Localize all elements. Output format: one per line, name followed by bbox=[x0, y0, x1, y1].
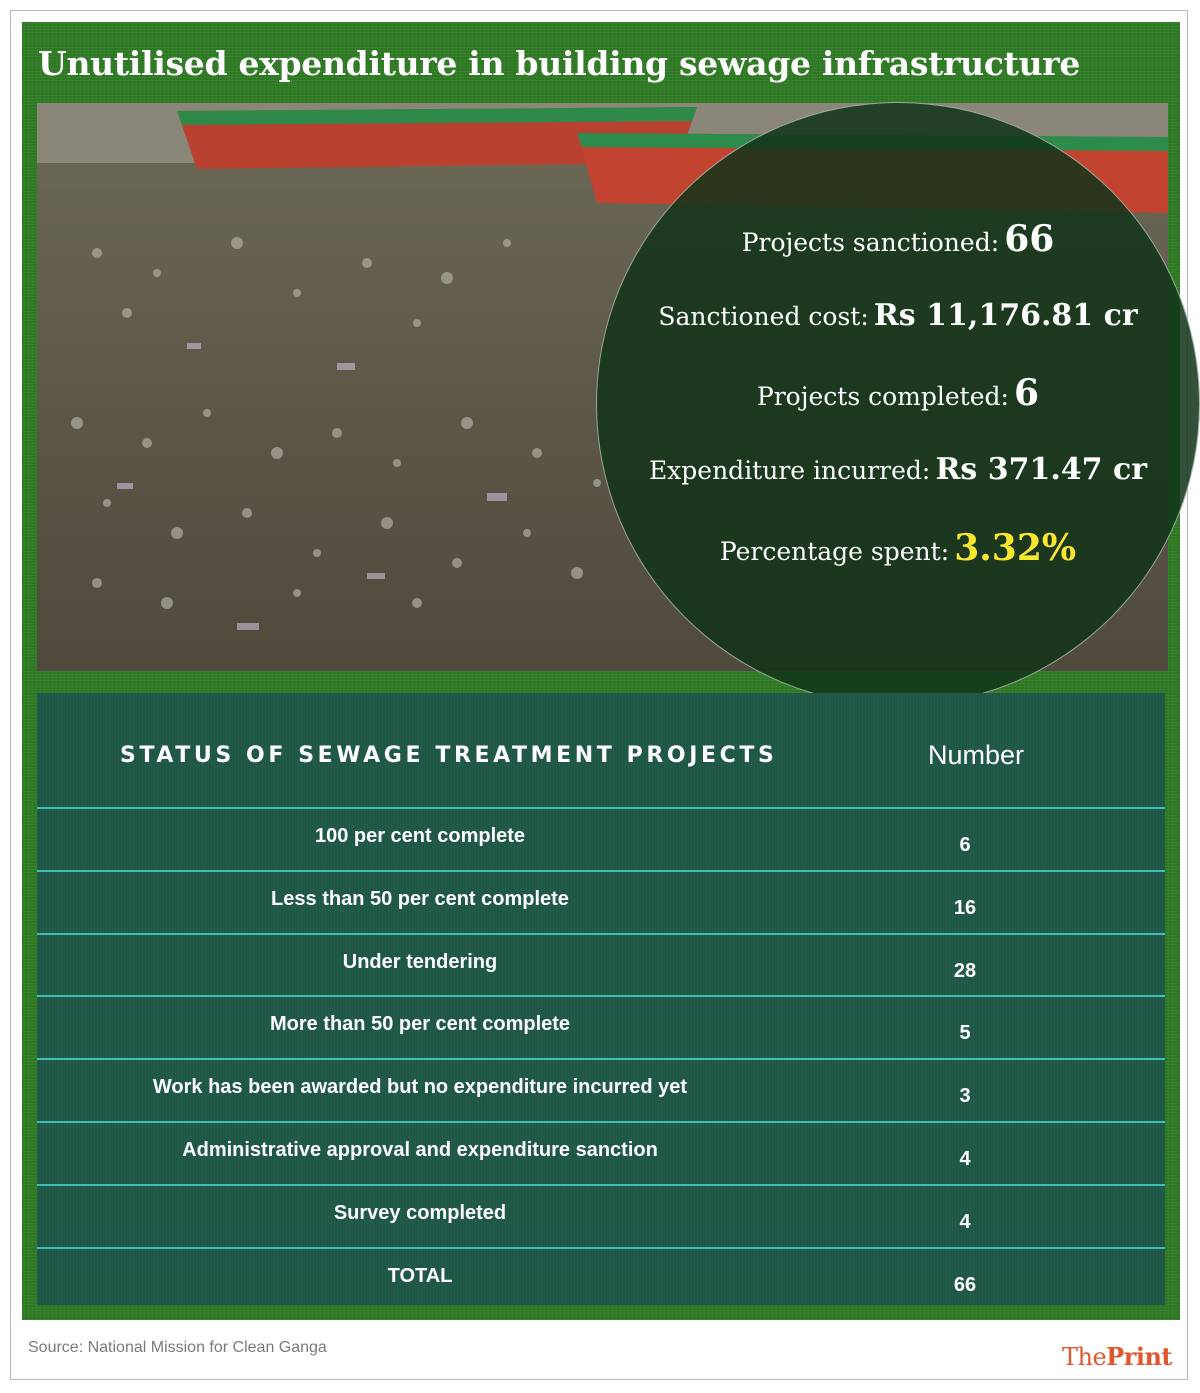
stat-label: Percentage spent: bbox=[719, 537, 950, 566]
table-cell-status: Less than 50 per cent complete bbox=[271, 887, 569, 910]
stat-projects-sanctioned bbox=[596, 218, 1200, 260]
stat-projects-completed bbox=[596, 372, 1200, 414]
table-cell-status: More than 50 per cent complete bbox=[269, 1013, 571, 1036]
table-header-number: Number bbox=[928, 740, 1025, 770]
table-row-divider bbox=[37, 1058, 1165, 1060]
table-cell-number: 6 bbox=[959, 834, 971, 856]
stat-expenditure-incurred bbox=[596, 452, 1200, 487]
infographic-title: Unutilised expenditure in building sewage infrastructure bbox=[38, 44, 1081, 83]
table-cell-status: Survey completed bbox=[333, 1201, 507, 1224]
table-row-divider bbox=[37, 1121, 1165, 1123]
stat-value: 66 bbox=[1004, 218, 1055, 260]
source-note: Source: National Mission for Clean Ganga bbox=[28, 1339, 327, 1356]
stat-value: Rs 11,176.81 cr bbox=[873, 298, 1138, 333]
stat-sanctioned-cost bbox=[596, 298, 1200, 333]
stat-value: Rs 371.47 cr bbox=[935, 452, 1148, 487]
stat-label: Projects completed: bbox=[756, 382, 1009, 411]
brand-logo bbox=[1062, 1342, 1172, 1371]
table-header-status: STATUS OF SEWAGE TREATMENT PROJECTS bbox=[120, 743, 778, 768]
stat-label: Sanctioned cost: bbox=[658, 302, 869, 331]
table-row-divider bbox=[37, 1184, 1165, 1186]
table-row-divider bbox=[37, 995, 1165, 997]
table-cell-status: Under tendering bbox=[342, 950, 498, 973]
table-cell-status: 100 per cent complete bbox=[314, 825, 526, 847]
stat-label: Projects sanctioned: bbox=[741, 228, 1000, 257]
table-cell-number: 4 bbox=[959, 1210, 971, 1233]
table-row-divider bbox=[37, 807, 1165, 809]
table-row-divider bbox=[37, 1247, 1165, 1249]
table-cell-number: 3 bbox=[959, 1085, 971, 1108]
brand-part-1: The bbox=[1062, 1343, 1107, 1371]
stat-value-highlight: 3.32% bbox=[954, 527, 1077, 569]
stat-value: 6 bbox=[1014, 372, 1040, 414]
table-cell-number: 28 bbox=[953, 959, 977, 982]
table-cell-number: 66 bbox=[953, 1273, 977, 1296]
stat-percentage-spent bbox=[596, 527, 1200, 569]
table-cell-status: TOTAL bbox=[387, 1264, 453, 1287]
brand-part-2: Print bbox=[1106, 1342, 1173, 1371]
table-cell-status: Administrative approval and expenditure sanction bbox=[182, 1139, 658, 1161]
table-row-divider bbox=[37, 870, 1165, 872]
table-cell-status: Work has been awarded but no expenditure incurred yet bbox=[152, 1076, 688, 1099]
stat-label: Expenditure incurred: bbox=[648, 456, 931, 485]
table-cell-number: 16 bbox=[953, 896, 977, 919]
table-row-divider bbox=[37, 933, 1165, 935]
table-cell-number: 4 bbox=[959, 1148, 971, 1170]
table-cell-number: 5 bbox=[959, 1022, 971, 1045]
